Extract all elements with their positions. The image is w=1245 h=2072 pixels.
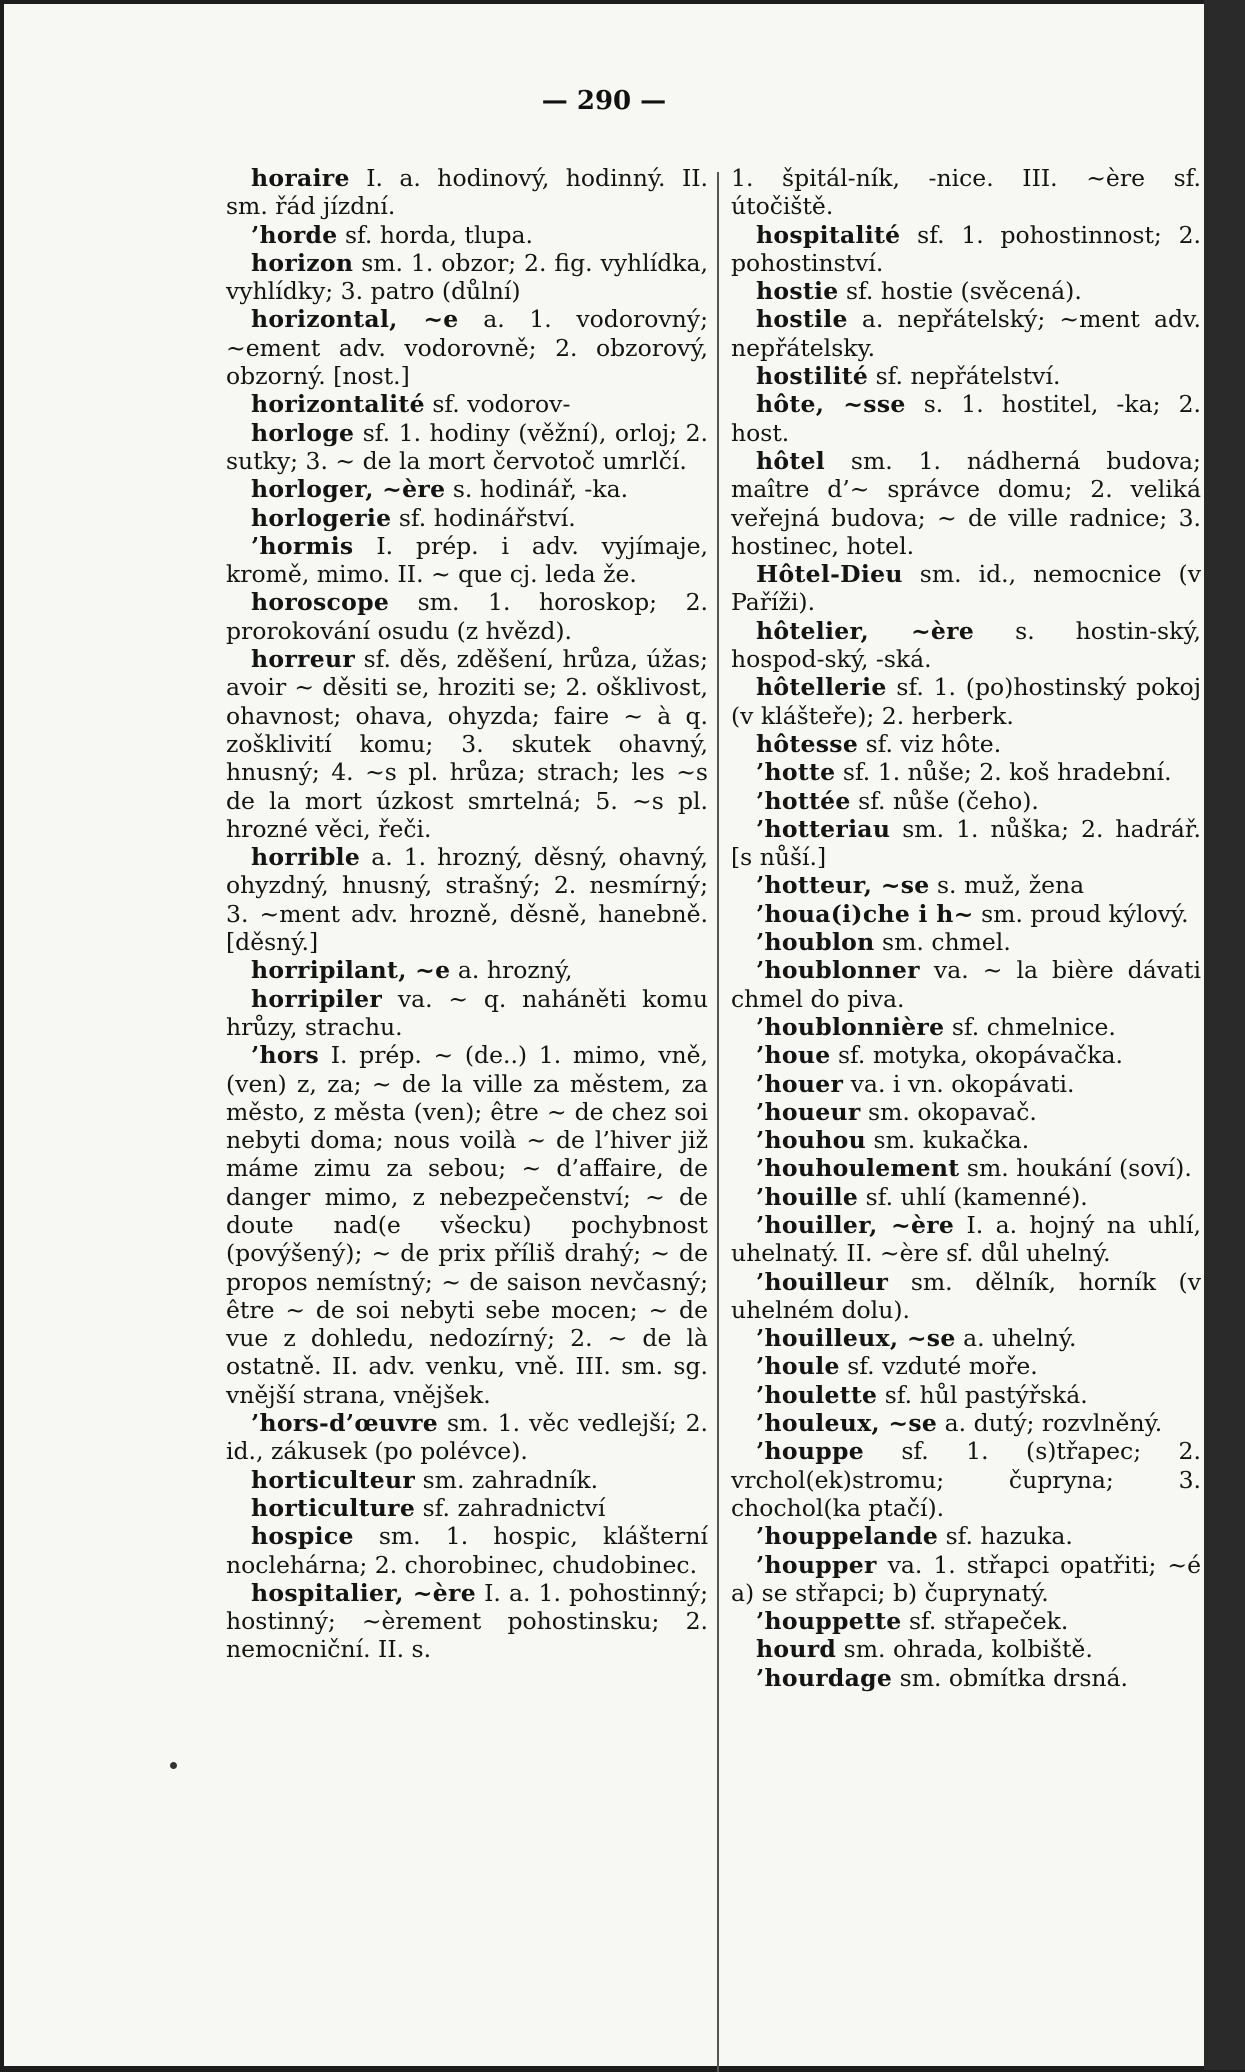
dictionary-entry — [731, 1183, 1201, 1211]
entry-definition: va. i vn. okopávati. — [850, 1069, 1075, 1098]
dictionary-entry — [731, 928, 1201, 956]
entry-definition: va. ~ la bière dávati chmel do piva. — [731, 956, 1201, 1013]
entry-definition: sf. hůl pastýřská. — [884, 1380, 1088, 1409]
dictionary-entry — [731, 1268, 1201, 1325]
entry-definition: a. hrozný, — [457, 956, 573, 985]
column-separator — [717, 172, 719, 2072]
dictionary-entry — [731, 447, 1201, 560]
entry-definition: sm. chmel. — [882, 928, 1011, 957]
dictionary-entry — [226, 419, 708, 476]
entry-headword: horizontal, ~e — [251, 305, 459, 334]
entry-definition: sf. nepřátelství. — [875, 362, 1061, 391]
entry-headword: ’houppette — [756, 1607, 902, 1636]
entry-definition: a. dutý; rozvlněný. — [944, 1409, 1163, 1438]
dictionary-entry — [731, 617, 1201, 674]
entry-definition: sm. proud kýlový. — [981, 899, 1189, 928]
dictionary-entry — [226, 1522, 708, 1579]
dictionary-entry — [731, 277, 1201, 305]
entry-headword: ’houblonner — [756, 956, 920, 985]
entry-definition: sf. horda, tlupa. — [345, 220, 533, 249]
entry-headword: horaire — [251, 164, 350, 192]
entry-headword: hôte, ~sse — [756, 390, 906, 419]
entry-headword: hospice — [251, 1522, 354, 1551]
entry-headword: hostilité — [756, 362, 869, 391]
left-column — [226, 164, 708, 1664]
entry-definition: sm. 1. věc vedlejší; 2. id., zákusek (po polévce). — [226, 1409, 708, 1466]
entry-definition: a. uhelný. — [963, 1324, 1077, 1353]
dictionary-entry — [226, 221, 708, 249]
entry-definition: sf. střapeček. — [909, 1607, 1069, 1636]
dictionary-entry — [731, 1324, 1201, 1352]
entry-definition: sf. hazuka. — [945, 1522, 1073, 1551]
entry-headword: ’houilleux, ~se — [756, 1324, 956, 1353]
entry-definition: sf. 1. hodiny (věžní), orloj; 2. sutky; 3. ~ de la mort červotoč umrlčí. — [226, 418, 708, 475]
entry-definition: sm. id., nemocnice (v Paříži). — [731, 560, 1201, 617]
entry-definition: sm. dělník, horník (v uhelném dolu). — [731, 1267, 1201, 1324]
entry-definition: sf. hodinářství. — [398, 503, 576, 532]
entry-headword: horripiler — [251, 984, 383, 1013]
entry-definition: sf. uhlí (kamenné). — [865, 1182, 1088, 1211]
dictionary-entry — [226, 504, 708, 532]
entry-definition: sm. 1. hospic, klášterní noclehárna; 2. chorobinec, chudobinec. — [226, 1522, 708, 1579]
dictionary-entry — [731, 362, 1201, 390]
dictionary-entry — [226, 1466, 708, 1494]
margin-mark — [170, 1762, 177, 1769]
entry-headword: ’horde — [251, 220, 338, 249]
entry-definition: sm. zahradník. — [422, 1465, 599, 1494]
entry-definition: sm. kukačka. — [873, 1126, 1030, 1155]
entry-definition: sf. zahradnictví — [422, 1493, 606, 1522]
dictionary-entry — [731, 221, 1201, 278]
entry-definition: sf. 1. (s)třapec; 2. vrchol(ek)stromu; čupryna; 3. chochol(ka ptačí). — [731, 1437, 1201, 1522]
entry-definition: sf. vodorov- — [432, 390, 571, 419]
entry-headword: ’houhoulement — [756, 1154, 960, 1183]
entry-headword: ’houppe — [756, 1437, 864, 1466]
dictionary-entry — [226, 843, 708, 956]
dictionary-entry — [731, 1013, 1201, 1041]
entry-headword: hourd — [756, 1635, 837, 1664]
dictionary-entry — [731, 956, 1201, 1013]
dictionary-entry — [731, 1211, 1201, 1268]
entry-definition: sm. houkání (soví). — [966, 1154, 1192, 1183]
dictionary-entry — [731, 1381, 1201, 1409]
entry-definition: va. ~ q. naháněti komu hrůzy, strachu. — [226, 984, 708, 1041]
dictionary-entry — [731, 1409, 1201, 1437]
dictionary-entry — [731, 305, 1201, 362]
entry-definition: sf. nůše (čeho). — [858, 786, 1039, 815]
entry-headword: ’hottée — [756, 786, 851, 815]
entry-headword: ’houeur — [756, 1097, 861, 1126]
entry-definition: I. prép. ~ (de..) 1. mimo, vně, (ven) z, za; ~ de la ville za městem, za město, z města (ven); être ~ de chez soi nebyti doma; nous voilà ~ de l’hiver již máme zimu za sebou; ~ d’affaire, de danger mimo, z nebezpečenství; ~ de doute nad(e všecku) pochybnost (povýšený); ~ de prix příliš drahý; ~ de propos nemístný; ~ de saison nevčasný; être ~ de soi nebyti sebe mocen; ~ de vue z dohledu, nedozírný; 2. ~ de là ostatně. II. adv. venku, vně. III. sm. sg. vnější strana, vnějšek. — [226, 1041, 708, 1409]
entry-definition: 1. špitál-ník, -nice. III. ~ère sf. útočiště. — [731, 164, 1201, 221]
entry-headword: ’houpper — [756, 1550, 877, 1579]
entry-headword: hôtellerie — [756, 673, 887, 702]
dictionary-entry — [731, 1126, 1201, 1154]
entry-headword: horticulture — [251, 1493, 416, 1522]
dictionary-entry — [731, 1522, 1201, 1550]
entry-headword: horizon — [251, 248, 354, 277]
entry-headword: horloger, ~ère — [251, 475, 446, 504]
entry-definition: s. 1. hostitel, -ka; 2. host. — [731, 390, 1201, 447]
entry-headword: ’houa(i)che i h~ — [756, 899, 974, 928]
entry-headword: ’hormis — [251, 531, 354, 560]
entry-definition: sm. ohrada, kolbiště. — [843, 1635, 1093, 1664]
entry-headword: horticulteur — [251, 1465, 416, 1494]
dictionary-entry — [731, 1098, 1201, 1126]
entry-headword: horrible — [251, 843, 361, 872]
dictionary-entry — [731, 673, 1201, 730]
entry-headword: ’houille — [756, 1182, 859, 1211]
entry-definition: a. nepřátelský; ~ment adv. nepřátelsky. — [731, 305, 1201, 362]
scan-edge — [1204, 0, 1245, 2070]
entry-headword: ’houhou — [756, 1126, 866, 1155]
dictionary-entry — [731, 1635, 1201, 1663]
entry-definition: va. 1. střapci opatřiti; ~é a) se střapci; b) čuprynatý. — [731, 1550, 1201, 1607]
entry-definition: sm. 1. nůška; 2. hadrář. [s nůší.] — [731, 814, 1201, 872]
page-number: — 290 — — [541, 86, 667, 116]
dictionary-entry — [226, 249, 708, 306]
entry-headword: ’houleux, ~se — [756, 1409, 938, 1438]
dictionary-entry — [226, 985, 708, 1042]
entry-headword: ’hors — [251, 1041, 320, 1070]
dictionary-entry — [226, 164, 708, 221]
entry-definition: s. muž, žena — [936, 871, 1085, 900]
entry-headword: ’houblonnière — [756, 1012, 945, 1041]
dictionary-entry — [731, 1352, 1201, 1380]
dictionary-entry — [731, 1070, 1201, 1098]
dictionary-entry — [226, 588, 708, 645]
dictionary-entry — [226, 1579, 708, 1664]
dictionary-entry — [731, 390, 1201, 447]
entry-headword: horoscope — [251, 588, 390, 617]
entry-definition: sm. okopavač. — [868, 1097, 1037, 1126]
entry-headword: hôtesse — [756, 729, 859, 758]
entry-definition: s. hostin-ský, hospod-ský, -ská. — [731, 616, 1201, 674]
entry-definition: s. hodinář, -ka. — [452, 475, 629, 504]
entry-definition: sf. motyka, okopávačka. — [837, 1041, 1123, 1070]
entry-headword: ’houblon — [756, 928, 875, 957]
entry-headword: horloge — [251, 418, 355, 447]
entry-headword: hostile — [756, 305, 848, 334]
dictionary-entry — [226, 305, 708, 390]
entry-headword: hospitalité — [756, 220, 901, 249]
right-column — [731, 164, 1201, 1692]
entry-headword: ’hotte — [756, 758, 836, 787]
dictionary-entry — [226, 1409, 708, 1466]
dictionary-entry — [731, 1154, 1201, 1182]
entry-headword: hôtel — [756, 446, 825, 475]
dictionary-entry — [731, 758, 1201, 786]
entry-definition: I. a. 1. pohostinný; hostinný; ~èrement pohostinsku; 2. nemocniční. II. s. — [226, 1578, 708, 1664]
entry-definition: sf. vzduté moře. — [847, 1352, 1038, 1381]
entry-headword: hostie — [756, 277, 839, 306]
entry-definition: a. 1. vodorovný; ~ement adv. vodorovně; 2. obzorový, obzorný. [nost.] — [226, 305, 708, 391]
dictionary-entry — [731, 1551, 1201, 1608]
dictionary-entry — [226, 1494, 708, 1522]
entry-headword: ’houiller, ~ère — [756, 1210, 955, 1239]
entry-definition: I. a. hodinový, hodinný. II. sm. řád jízdní. — [226, 164, 708, 221]
dictionary-entry — [731, 1437, 1201, 1522]
entry-definition: sf. hostie (svěcená). — [846, 277, 1082, 306]
entry-headword: ’houer — [756, 1069, 844, 1098]
entry-headword: ’hors-d’œuvre — [251, 1409, 439, 1438]
entry-headword: ’houilleur — [756, 1267, 889, 1296]
entry-headword: Hôtel-Dieu — [756, 560, 903, 589]
entry-definition: sm. 1. horoskop; 2. prorokování osudu (z hvězd). — [226, 588, 708, 645]
entry-definition: a. 1. hrozný, děsný, ohavný, ohyzdný, hnusný, strašný; 2. nesmírný; 3. ~ment adv. hrozně, děsně, hanebně. [děsný.] — [226, 843, 708, 957]
entry-headword: ’hotteur, ~se — [756, 871, 930, 900]
entry-headword: horreur — [251, 645, 356, 674]
dictionary-entry — [226, 956, 708, 984]
entry-headword: ’hourdage — [756, 1663, 893, 1692]
entry-definition: sf. 1. (po)hostinský pokoj (v klášteře); 2. herberk. — [731, 673, 1201, 730]
entry-headword: ’hotteriau — [756, 814, 891, 843]
entry-definition: sf. viz hôte. — [865, 729, 1002, 758]
dictionary-entry — [731, 787, 1201, 815]
entry-definition: sm. obmítka drsná. — [899, 1663, 1129, 1692]
entry-headword: horripilant, ~e — [251, 956, 451, 985]
dictionary-entry — [226, 475, 708, 503]
entry-definition: sf. 1. pohostinnost; 2. pohostinství. — [731, 220, 1201, 277]
dictionary-entry — [731, 560, 1201, 617]
entry-headword: ’houle — [756, 1352, 840, 1381]
entry-definition: sf. děs, zděšení, hrůza, úžas; avoir ~ děsiti se, hroziti se; 2. ošklivost, ohavnost; ohava, ohyzda; faire ~ à q. zošklivití komu; 3. skutek ohavný, hnusný; 4. ~s pl. hrůza; strach; les ~s de la mort úzkost smrtelná; 5. ~s pl. hrozné věci, řeči. — [226, 645, 708, 843]
entry-definition: I. prép. i adv. vyjímaje, kromě, mimo. II. ~ que cj. leda že. — [226, 531, 708, 589]
entry-definition: sf. chmelnice. — [951, 1012, 1116, 1041]
entry-definition: sm. 1. nádherná budova; maître d’~ správce domu; 2. veliká veřejná budova; ~ de ville radnice; 3. hostinec, hotel. — [731, 446, 1201, 560]
dictionary-entry — [731, 1607, 1201, 1635]
dictionary-entry — [731, 1664, 1201, 1692]
entry-headword: horlogerie — [251, 503, 392, 532]
dictionary-entry — [731, 1041, 1201, 1069]
dictionary-entry — [226, 1041, 708, 1409]
dictionary-entry — [731, 815, 1201, 872]
entry-headword: hospitalier, ~ère — [251, 1578, 476, 1607]
entry-headword: ’houppelande — [756, 1522, 939, 1551]
entry-headword: ’houlette — [756, 1380, 878, 1409]
dictionary-entry — [731, 164, 1201, 221]
dictionary-entry — [226, 390, 708, 418]
entry-headword: hôtelier, ~ère — [756, 616, 975, 645]
entry-headword: horizontalité — [251, 390, 425, 419]
entry-headword: ’houe — [756, 1041, 831, 1070]
entry-definition: sm. 1. obzor; 2. fig. vyhlídka, vyhlídky; 3. patro (důlní) — [226, 248, 708, 306]
dictionary-page — [4, 4, 1204, 2066]
dictionary-entry — [731, 900, 1201, 928]
dictionary-entry — [226, 645, 708, 843]
entry-definition: I. a. hojný na uhlí, uhelnatý. II. ~ère sf. důl uhelný. — [731, 1210, 1201, 1268]
dictionary-entry — [226, 532, 708, 589]
entry-definition: sf. 1. nůše; 2. koš hradební. — [842, 758, 1172, 787]
dictionary-entry — [731, 871, 1201, 899]
dictionary-entry — [731, 730, 1201, 758]
